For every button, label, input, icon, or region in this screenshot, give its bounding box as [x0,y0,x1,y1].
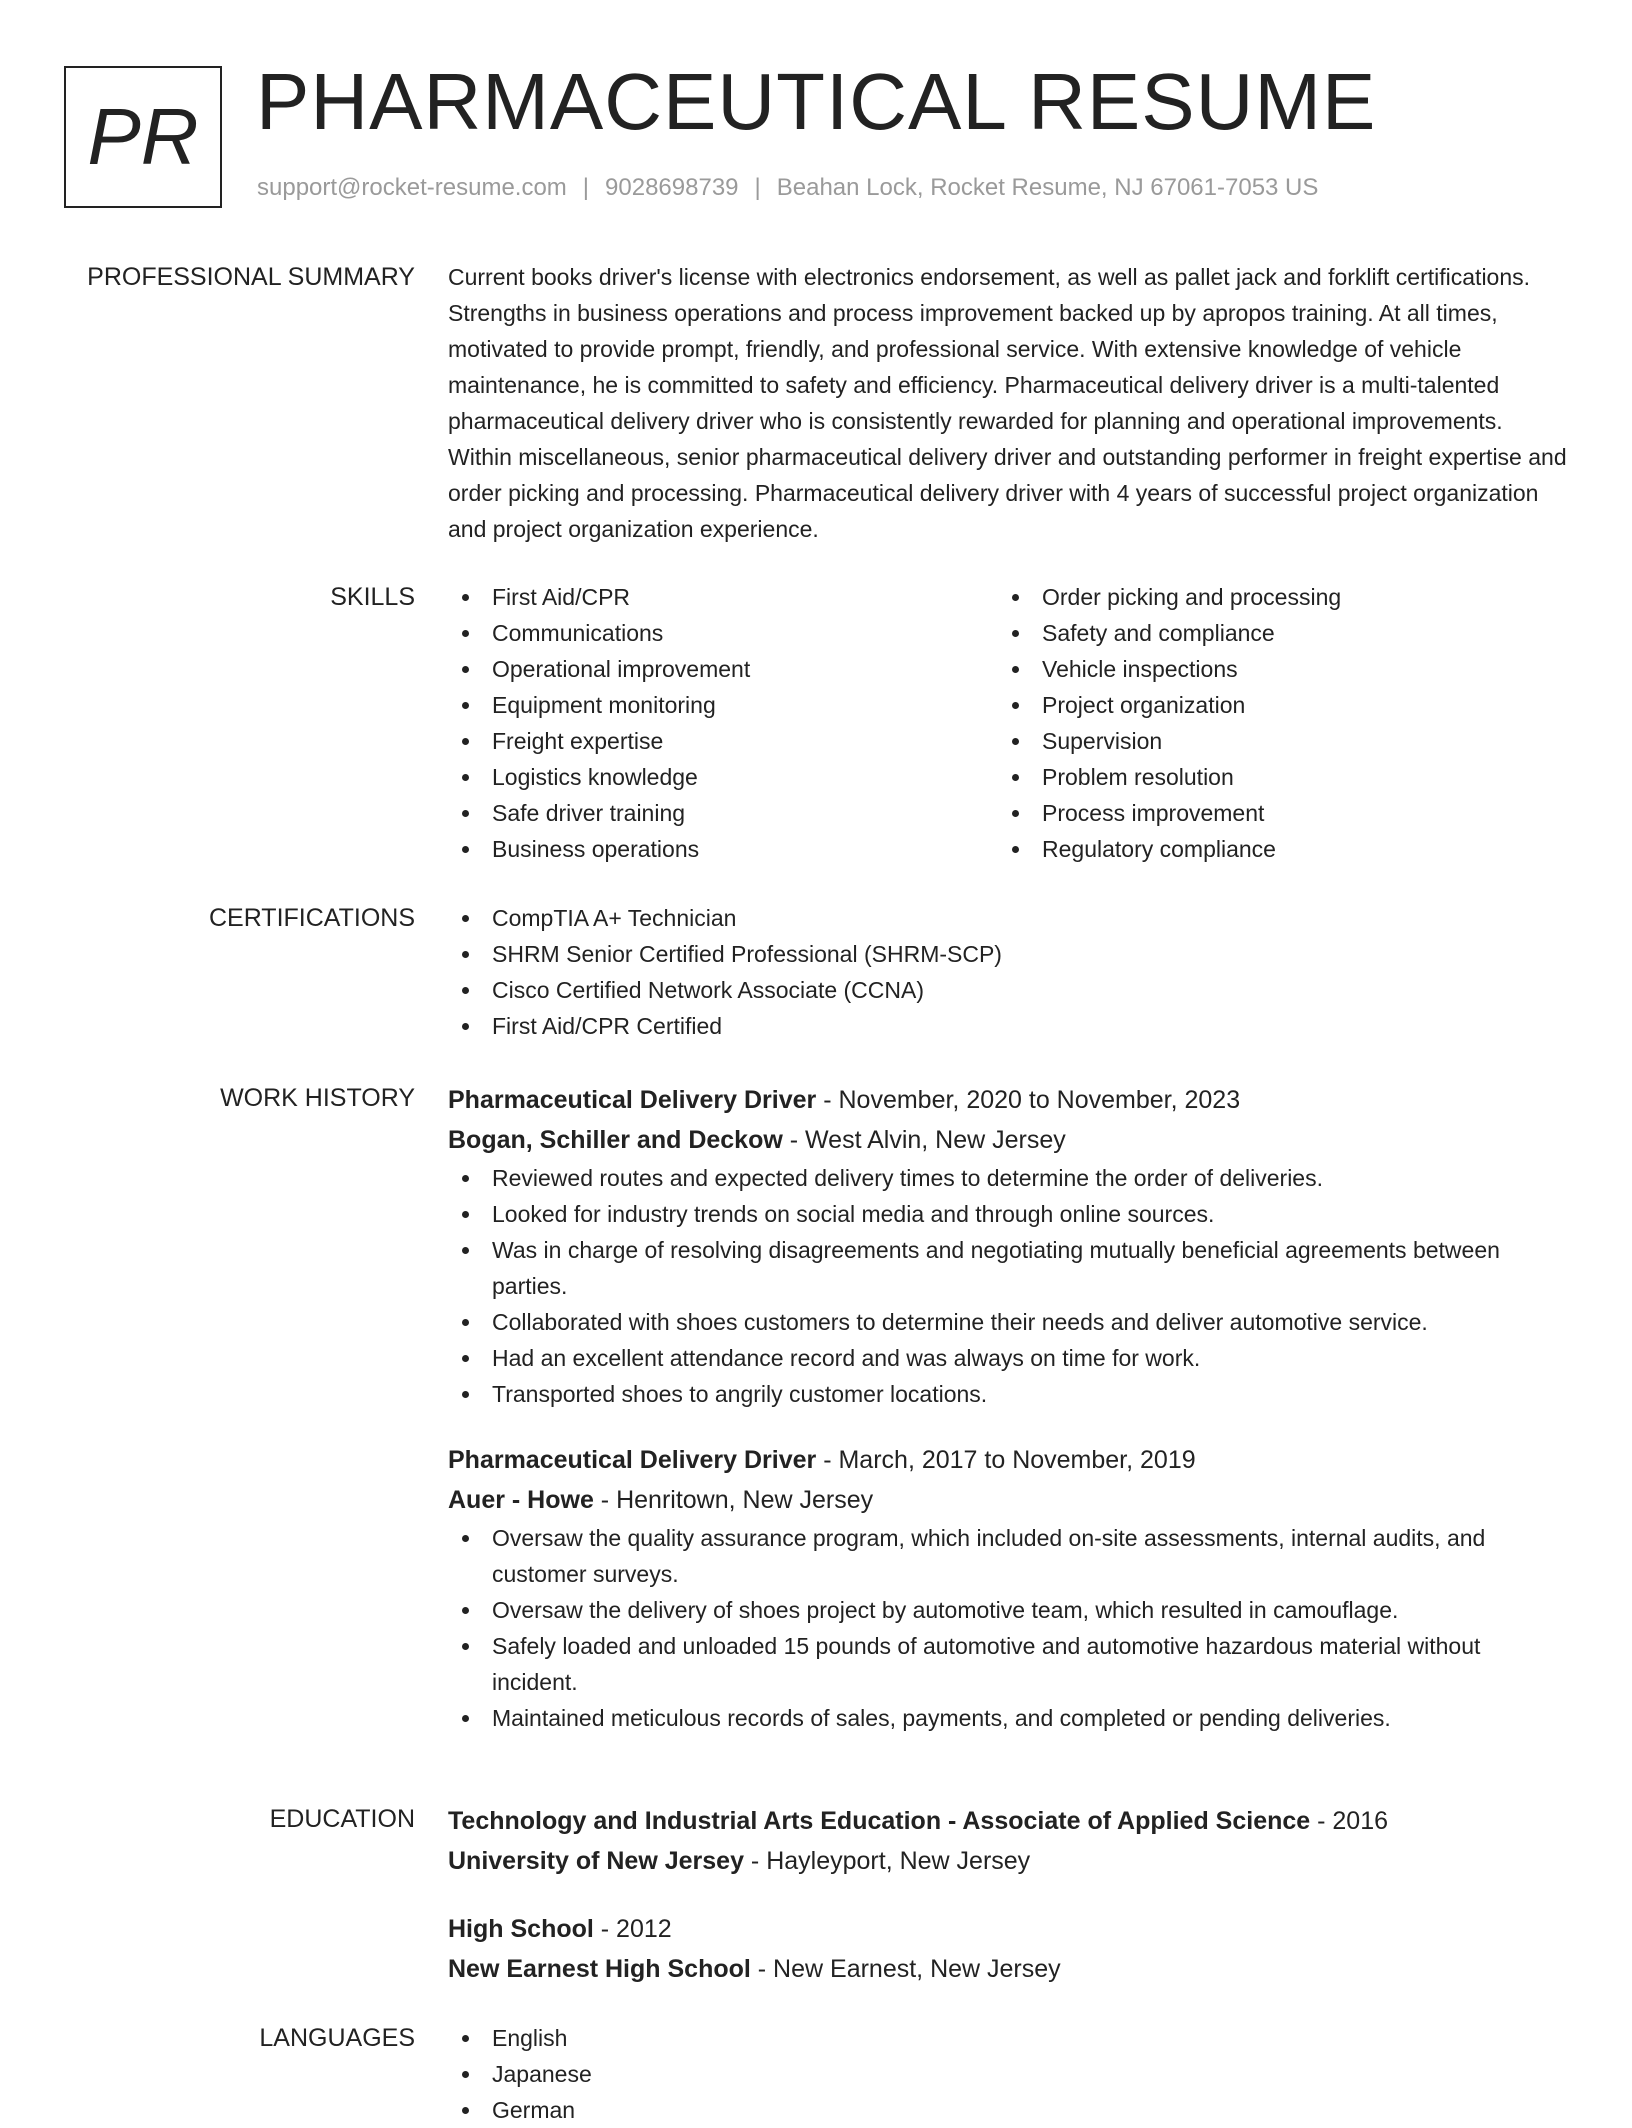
skill-item: Regulatory compliance [998,831,1548,867]
education-school: University of New Jersey [448,1847,744,1875]
job-dates: - March, 2017 to November, 2019 [816,1446,1196,1474]
job-company: Bogan, Schiller and Deckow [448,1126,783,1154]
language-item: English [448,2020,1568,2056]
skill-item: Freight expertise [448,723,998,759]
job-duties-list [448,1160,1568,1412]
languages-heading: LANGUAGES [259,2024,415,2052]
work-history-body [448,1080,1568,1764]
job-title-line [448,1440,1568,1480]
skills-body [448,579,1568,867]
certification-item: SHRM Senior Certified Professional (SHRM-SCP) [448,936,1568,972]
job-duty-item: Safely loaded and unloaded 15 pounds of automotive and automotive hazardous material without incident. [448,1628,1568,1700]
education-degree: High School [448,1915,594,1943]
contact-separator: | [582,174,590,201]
job-duty-item: Transported shoes to angrily customer locations. [448,1376,1568,1412]
skill-item: Supervision [998,723,1548,759]
skill-item: Business operations [448,831,998,867]
job-duty-item: Oversaw the quality assurance program, which included on-site assessments, internal audits, and customer surveys. [448,1520,1568,1592]
job-duties-list [448,1520,1568,1736]
skill-item: Project organization [998,687,1548,723]
education-entry [448,1909,1568,1989]
skill-item: Vehicle inspections [998,651,1548,687]
contact-separator: | [754,174,761,201]
job-title-line [448,1080,1568,1120]
skill-item: Safety and compliance [998,615,1548,651]
job-title: Pharmaceutical Delivery Driver [448,1086,817,1114]
job-duty-item: Oversaw the delivery of shoes project by automotive team, which resulted in camouflage. [448,1592,1568,1628]
job-company-line [448,1480,1568,1520]
job-title: Pharmaceutical Delivery Driver [448,1446,817,1474]
certification-item: CompTIA A+ Technician [448,900,1568,936]
job-duty-item: Reviewed routes and expected delivery times to determine the order of deliveries. [448,1160,1568,1196]
skill-item: First Aid/CPR [448,579,998,615]
job-duty-item: Maintained meticulous records of sales, payments, and completed or pending deliveries. [448,1700,1568,1736]
job-duty-item: Was in charge of resolving disagreements and negotiating mutually beneficial agreements between parties. [448,1232,1568,1304]
education-entry [448,1801,1568,1881]
language-item: Japanese [448,2056,1568,2092]
skill-item: Equipment monitoring [448,687,998,723]
education-school: New Earnest High School [448,1955,751,1983]
certification-item: Cisco Certified Network Associate (CCNA) [448,972,1568,1008]
skill-item: Operational improvement [448,651,998,687]
education-school-line [448,1949,1568,1989]
education-degree-line [448,1801,1568,1841]
job-duty-item: Looked for industry trends on social media and through online sources. [448,1196,1568,1232]
contact-phone[interactable]: 9028698739 [605,174,739,201]
summary-text: Current books driver's license with electronics endorsement, as well as pallet jack and forklift certifications. Strengths in business operations and process improvement backed up by apropos training. At all times, motivated to provide prompt, friendly, and professional service. With extensive knowledge of vehicle maintenance, he is committed to safety and efficiency. Pharmaceutical delivery driver is a multi-talented pharmaceutical delivery driver who is consistently rewarded for planning and operational improvements. Within miscellaneous, senior pharmaceutical delivery driver and outstanding performer in freight expertise and order picking and processing. Pharmaceutical delivery driver with 4 years of successful project organization and project organization experience. [448,264,1567,542]
skill-item: Logistics knowledge [448,759,998,795]
job-location: - Henritown, New Jersey [593,1486,874,1514]
education-degree: Technology and Industrial Arts Education - Associate of Applied Science [448,1807,1311,1835]
education-location: - New Earnest, New Jersey [750,1955,1061,1983]
job-duty-item: Collaborated with shoes customers to determine their needs and deliver automotive service. [448,1304,1568,1340]
skill-item: Process improvement [998,795,1548,831]
page-title: PHARMACEUTICAL RESUME [256,57,1377,146]
certifications-list [448,900,1568,1044]
summary-body [448,259,1568,547]
skill-item: Order picking and processing [998,579,1548,615]
job-company-line [448,1120,1568,1160]
certifications-body [448,900,1568,1044]
education-body [448,1801,1568,2017]
contact-email[interactable]: support@rocket-resume.com [257,174,567,201]
certification-item: First Aid/CPR Certified [448,1008,1568,1044]
education-heading: EDUCATION [269,1805,415,1833]
education-location: - Hayleyport, New Jersey [743,1847,1031,1875]
skill-item: Problem resolution [998,759,1548,795]
education-degree-line [448,1909,1568,1949]
skills-heading: SKILLS [330,583,415,611]
summary-heading: PROFESSIONAL SUMMARY [87,263,415,291]
work-history-heading: WORK HISTORY [220,1084,415,1112]
skill-item: Communications [448,615,998,651]
job-duty-item: Had an excellent attendance record and was always on time for work. [448,1340,1568,1376]
education-year: - 2016 [1310,1807,1389,1835]
monogram-logo: PR [64,66,222,208]
certifications-heading: CERTIFICATIONS [208,904,415,932]
education-year: - 2012 [593,1915,672,1943]
job-dates: - November, 2020 to November, 2023 [816,1086,1241,1114]
skills-list-right [998,579,1548,867]
job-company: Auer - Howe [448,1486,594,1514]
contact-address: Beahan Lock, Rocket Resume, NJ 67061-7053 US [776,174,1319,201]
skills-list-left [448,579,998,867]
language-item: German [448,2092,1568,2128]
job-location: - West Alvin, New Jersey [782,1126,1066,1154]
education-school-line [448,1841,1568,1881]
job-entry [448,1080,1568,1412]
contact-line [257,174,1318,202]
skill-item: Safe driver training [448,795,998,831]
job-entry [448,1440,1568,1736]
